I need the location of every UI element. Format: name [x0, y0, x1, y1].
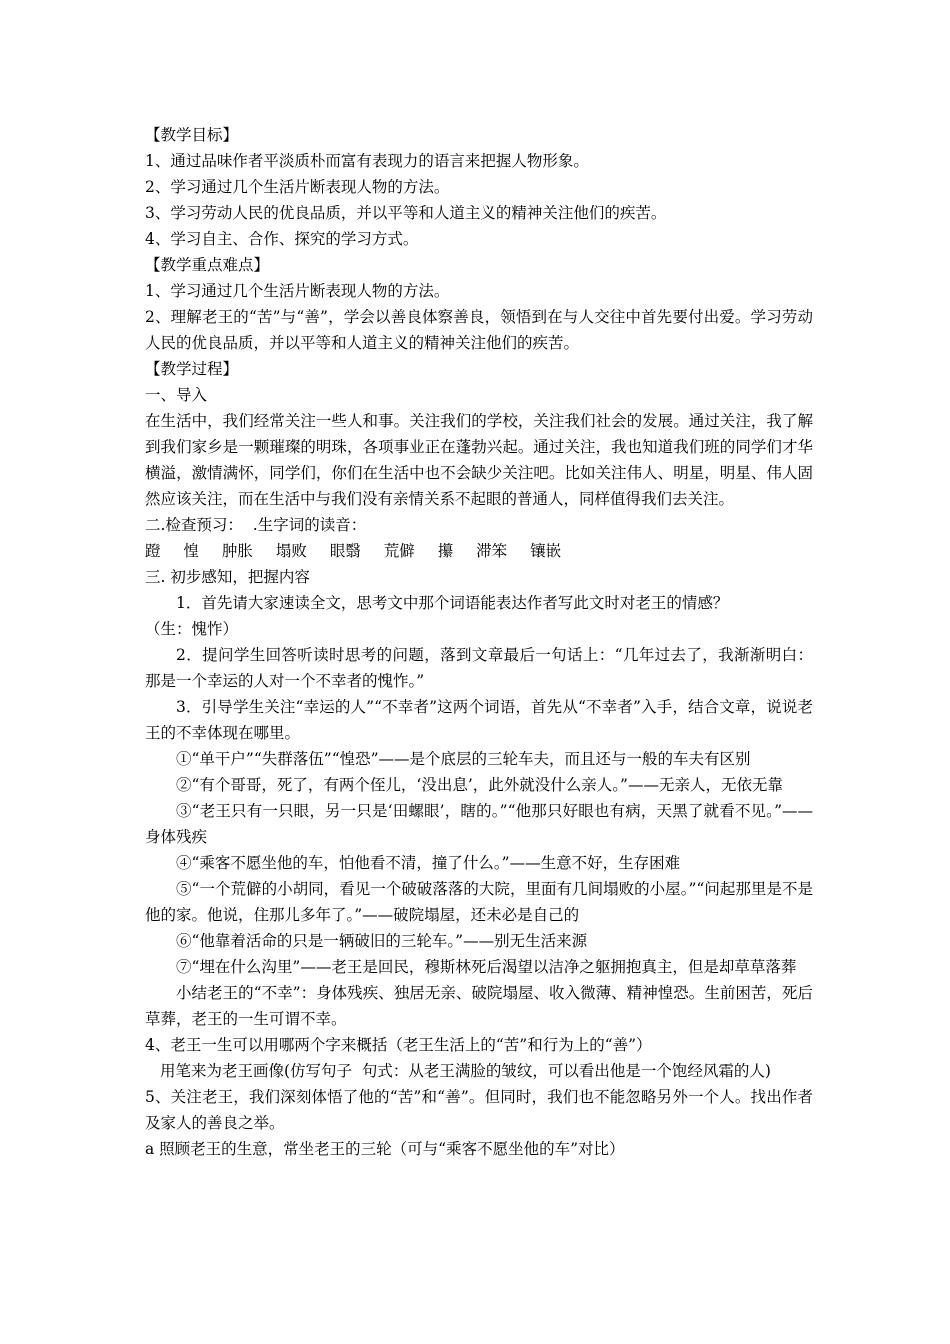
goal-item: 4、学习自主、合作、探究的学习方式。: [145, 230, 419, 248]
goal-item: 1、通过品味作者平淡质朴而富有表现力的语言来把握人物形象。: [145, 152, 589, 170]
vocab-word: 眼翳: [329, 542, 361, 560]
section-perception-title: 三. 初步感知，把握内容: [145, 568, 310, 586]
misfortune-point: ②“有个哥哥，死了，有两个侄儿，‘没出息’，此外就没什么亲人。”——无亲人，无依无靠: [176, 776, 783, 794]
vocab-word: 塌败: [275, 542, 307, 560]
goal-item: 2、学习通过几个生活片断表现人物的方法。: [145, 178, 450, 196]
vocab-list: [145, 538, 813, 564]
misfortune-point: ⑤“一个荒僻的小胡同，看见一个破破落落的大院，里面有几间塌败的小屋。”“问起那里是不是他的家。他说，住那儿多年了。”——破院塌屋，还未必是自己的: [145, 880, 813, 924]
item-a: a 照顾老王的生意，常坐老王的三轮（可与“乘客不愿坐他的车”对比）: [145, 1140, 625, 1158]
vocab-word: 攥: [437, 542, 454, 560]
item-4-subtask: 用笔来为老王画像(仿写句子 句式：从老王满脸的皱纹，可以看出他是一个饱经风霜的人): [160, 1062, 771, 1080]
section-preview-title: 二.检查预习： .生字词的读音：: [145, 516, 367, 534]
heading-key-points: 【教学重点难点】: [145, 256, 270, 274]
misfortune-point: ⑥“他靠着活命的只是一辆破旧的三轮车。”——别无生活来源: [176, 932, 588, 950]
vocab-word: 蹬: [145, 542, 161, 560]
misfortune-point: ①“单干户”“失群落伍”“惶恐”——是个底层的三轮车夫，而且还与一般的车夫有区别: [176, 750, 751, 768]
misfortune-point: ③“老王只有一只眼，另一只是‘田螺眼’，瞎的。”“他那只好眼也有病，天黑了就看不见。”——身体残疾: [145, 802, 813, 846]
vocab-word: 荒僻: [383, 542, 415, 560]
vocab-word: 镶嵌: [530, 542, 562, 560]
vocab-word: 肿胀: [221, 542, 253, 560]
heading-teaching-process: 【教学过程】: [145, 360, 239, 378]
misfortune-point: ④“乘客不愿坐他的车，怕他看不清，撞了什么。”——生意不好，生存困难: [176, 854, 681, 872]
misfortune-point: ⑦“埋在什么沟里”——老王是回民，穆斯林死后渴望以洁净之躯拥抱真主，但是却草草落葬: [176, 958, 797, 976]
question-3: 3．引导学生关注“幸运的人”“不幸者”这两个词语，首先从“不幸者”入手，结合文章，说说老王的不幸体现在哪里。: [145, 698, 813, 742]
section-intro-title: 一、导入: [145, 386, 208, 404]
key-item: 1、学习通过几个生活片断表现人物的方法。: [145, 282, 450, 300]
document-page: [145, 122, 813, 1162]
vocab-word: 滞笨: [476, 542, 508, 560]
question-1-answer: （生：愧怍）: [145, 620, 239, 638]
item-5: 5、关注老王，我们深刻体悟了他的“苦”和“善”。但同时，我们也不能忽略另外一个人。找出作者及家人的善良之举。: [145, 1088, 813, 1132]
heading-teaching-goals: 【教学目标】: [145, 126, 239, 144]
summary-text: 小结老王的“不幸”：身体残疾、独居无亲、破院塌屋、收入微薄、精神惶恐。生前困苦，死后草葬，老王的一生可谓不幸。: [145, 984, 813, 1028]
item-4: 4、老王一生可以用哪两个字来概括（老王生活上的“苦”和行为上的“善”）: [145, 1036, 652, 1054]
key-item: 2、理解老王的“苦”与“善”，学会以善良体察善良，领悟到在与人交往中首先要付出爱。学习劳动人民的优良品质，并以平等和人道主义的精神关注他们的疾苦。: [145, 308, 813, 352]
section-intro-text: 在生活中，我们经常关注一些人和事。关注我们的学校，关注我们社会的发展。通过关注，我了解到我们家乡是一颗璀璨的明珠，各项事业正在蓬勃兴起。通过关注，我也知道我们班的同学们才华横溢，激情满怀，同学们，你们在生活中也不会缺少关注吧。比如关注伟人、明星，明星、伟人固然应该关注，而在生活中与我们没有亲情关系不起眼的普通人，同样值得我们去关注。: [145, 412, 813, 508]
goal-item: 3、学习劳动人民的优良品质，并以平等和人道主义的精神关注他们的疾苦。: [145, 204, 667, 222]
question-2: 2．提问学生回答听读时思考的问题，落到文章最后一句话上：“几年过去了，我渐渐明白：那是一个幸运的人对一个不幸者的愧怍。”: [145, 646, 813, 690]
question-1: 1．首先请大家速读全文，思考文中那个词语能表达作者写此文时对老王的情感？: [176, 594, 729, 612]
vocab-word: 惶: [183, 542, 199, 560]
